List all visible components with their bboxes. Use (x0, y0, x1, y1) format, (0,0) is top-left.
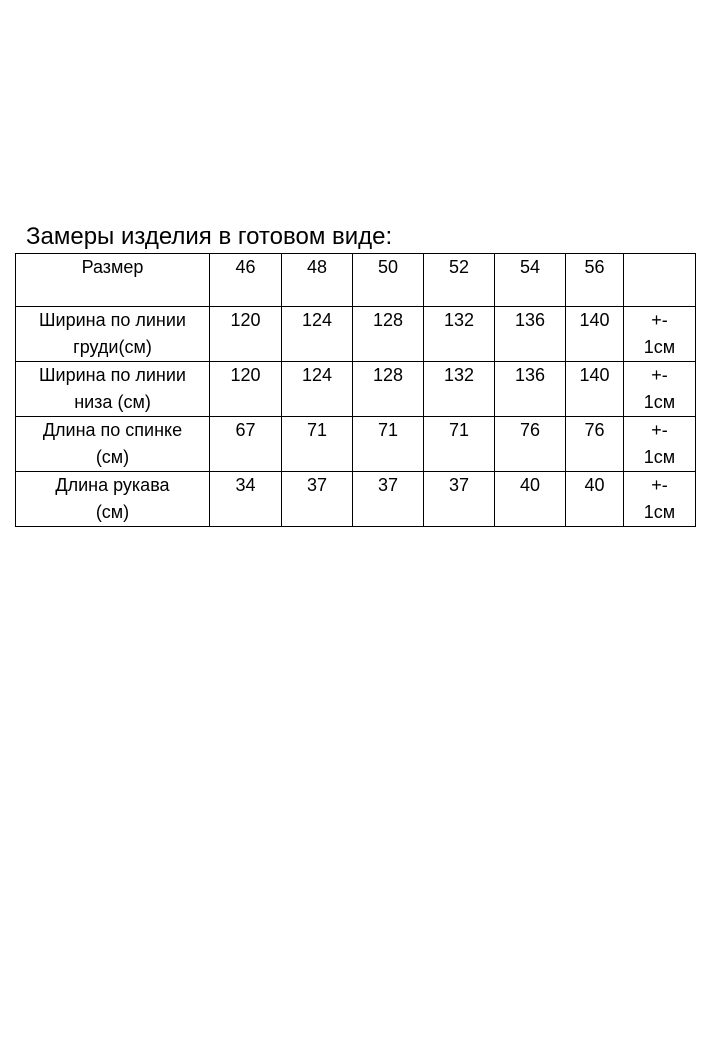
table-cell: 120 (210, 307, 282, 362)
tolerance-line: 1см (643, 337, 676, 357)
tolerance-cell (624, 417, 696, 472)
table-cell: 76 (495, 417, 566, 472)
row-label-line: Ширина по линии (39, 365, 186, 385)
row-label-back-length (16, 417, 210, 472)
size-50: 50 (353, 254, 424, 307)
table-cell: 140 (566, 307, 624, 362)
table-cell: 76 (566, 417, 624, 472)
size-54: 54 (495, 254, 566, 307)
size-header-label: Размер (16, 254, 210, 307)
table-cell: 71 (353, 417, 424, 472)
tolerance-cell (624, 472, 696, 527)
size-56: 56 (566, 254, 624, 307)
tolerance-line: +- (651, 475, 668, 495)
tolerance-line: 1см (643, 502, 676, 522)
tolerance-line: +- (651, 420, 668, 440)
table-cell: 124 (282, 307, 353, 362)
table-cell: 71 (424, 417, 495, 472)
table-cell: 37 (424, 472, 495, 527)
table-row (16, 472, 696, 527)
row-label-chest-width (16, 307, 210, 362)
table-cell: 136 (495, 362, 566, 417)
table-cell: 128 (353, 307, 424, 362)
table-cell: 120 (210, 362, 282, 417)
tolerance-line: 1см (643, 392, 676, 412)
table-cell: 136 (495, 307, 566, 362)
table-cell: 67 (210, 417, 282, 472)
table-cell: 40 (495, 472, 566, 527)
header-row (16, 254, 696, 307)
size-52: 52 (424, 254, 495, 307)
page-title: Замеры изделия в готовом виде: (26, 223, 393, 250)
table-cell: 128 (353, 362, 424, 417)
row-label-line: (см) (95, 502, 130, 522)
table-row (16, 307, 696, 362)
table-cell: 124 (282, 362, 353, 417)
row-label-line: Длина рукава (55, 475, 170, 495)
row-label-line: Длина по спинке (42, 420, 183, 440)
table-cell: 71 (282, 417, 353, 472)
tolerance-header (624, 254, 696, 307)
row-label-sleeve-length (16, 472, 210, 527)
row-label-hem-width (16, 362, 210, 417)
size-chart-table (15, 253, 696, 527)
table-row (16, 362, 696, 417)
table-row (16, 417, 696, 472)
tolerance-line: +- (651, 365, 668, 385)
tolerance-cell (624, 307, 696, 362)
size-46: 46 (210, 254, 282, 307)
table-cell: 34 (210, 472, 282, 527)
row-label-line: низа (см) (74, 392, 151, 412)
table-cell: 37 (353, 472, 424, 527)
size-48: 48 (282, 254, 353, 307)
table-cell: 132 (424, 307, 495, 362)
tolerance-cell (624, 362, 696, 417)
tolerance-line: +- (651, 310, 668, 330)
tolerance-line: 1см (643, 447, 676, 467)
row-label-line: груди(см) (73, 337, 152, 357)
table-cell: 40 (566, 472, 624, 527)
table-cell: 37 (282, 472, 353, 527)
table-cell: 132 (424, 362, 495, 417)
row-label-line: (см) (95, 447, 130, 467)
table-cell: 140 (566, 362, 624, 417)
row-label-line: Ширина по линии (39, 310, 186, 330)
